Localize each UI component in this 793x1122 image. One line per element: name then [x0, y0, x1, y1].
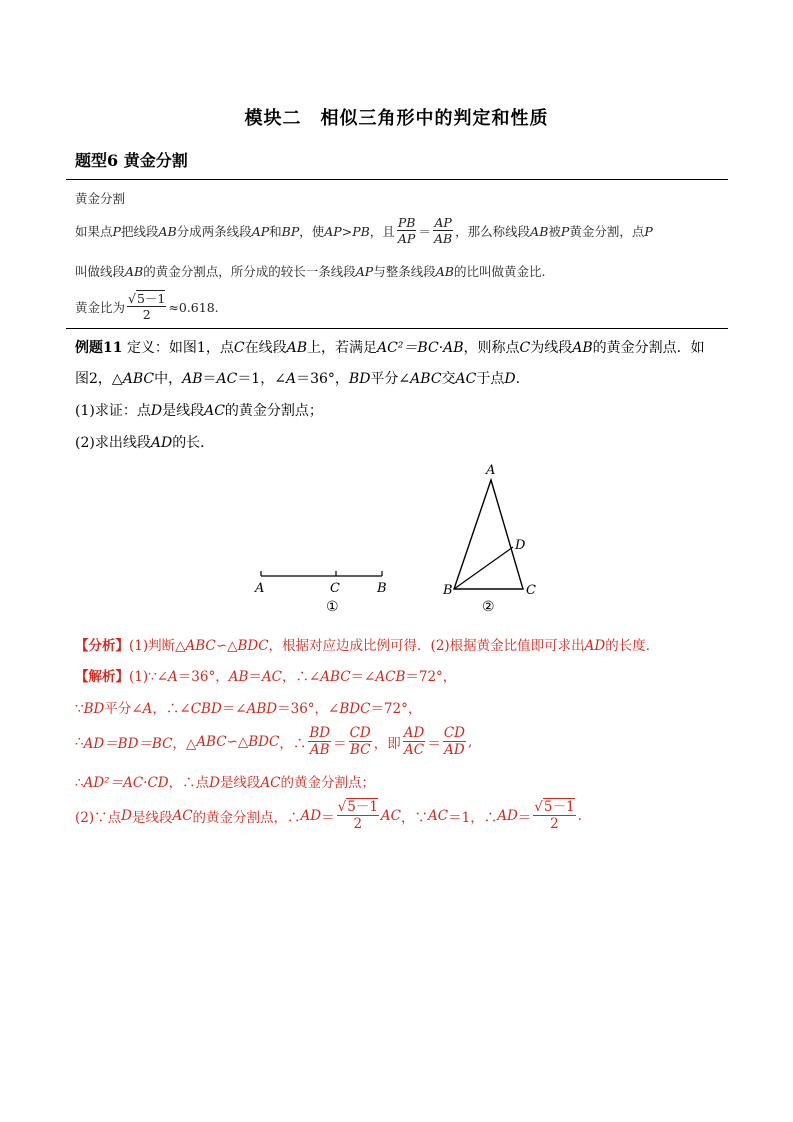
solution-line-5: (2)∵点 D 是线段 AC 的黄金分割点，∴ AD ＝ $\frac{√5-1}{2}$ AC ，∵ AC ＝1，∴ AD ＝ $\frac{√5-1}{2}$ . [75, 798, 582, 832]
example-line-2: 图2，△ABC中，AB＝AC＝1，∠A＝36°，BD平分∠ABC交AC于点D. [75, 371, 521, 387]
geometry-figures [240, 455, 560, 620]
fraction-ap-ab: $\frac{AP}{AB}$ [433, 214, 453, 246]
note-line-1: 如果点 P 把线段 AB 分成两条线段 AP 和 BP ，使 AP>PB ，且 $\frac{PB}{AP}$ ＝ $\frac{AP}{AB}$ ，那么称线段 AB 被 P 黄金分割，点 P [75, 214, 653, 246]
analysis-line: 【分析】(1)判断△ABC∽△BDC，根据对应边成比例可得．(2)根据黄金比值即可求出AD的长度． [75, 638, 660, 654]
note-divider [66, 328, 728, 329]
fraction-ad-value: $\frac{√5-1}{2}$ [337, 798, 378, 832]
fig1-label-c: C [330, 581, 340, 596]
question-1: (1)求证：点D是线段AC的黄金分割点； [75, 403, 323, 419]
fraction-cd-bc: $\frac{CD}{BC}$ [349, 724, 371, 758]
fraction-bd-ab: $\frac{BD}{AB}$ [309, 724, 331, 758]
note-heading: 黄金分割 [75, 191, 126, 206]
fraction-pb-ap: $\frac{PB}{AP}$ [397, 214, 416, 246]
question-2: (2)求出线段AD的长． [75, 435, 215, 451]
fig1-label-b: B [377, 581, 387, 596]
solution-label: 【解析】 [75, 669, 129, 685]
page-title: 模块二 相似三角形中的判定和性质 [244, 108, 549, 129]
solution-line-3: ∴ AD＝BD＝BC ，△ ABC ∽△ BDC ，∴ $\frac{BD}{AB}$ ＝ $\frac{CD}{BC}$ ，即 $\frac{AD}{AC}$ ＝ $\frac{CD}{AD}$ , [75, 724, 473, 758]
solution-line-4: ∴AD²＝AC·CD，∴点D是线段AC的黄金分割点； [75, 775, 376, 791]
figure-2-triangle [442, 463, 536, 615]
top-divider [66, 179, 728, 180]
fig2-label-b: B [443, 583, 453, 598]
note-line-3: 黄金比为 $\frac{√5-1}{2}$ ≈0.618. [75, 290, 219, 322]
figure-1-segment [254, 571, 387, 615]
example-line-1: 例题11 定义：如图1，点C在线段AB上，若满足AC²＝BC·AB，则称点C为线段AB的黄金分割点．如 [75, 340, 705, 356]
fig2-caption: ② [482, 599, 495, 615]
fig2-label-a: A [486, 463, 496, 478]
section-heading: 题型6 黄金分割 [75, 151, 188, 170]
note-line-2: 叫做线段AB的黄金分割点，所分成的较长一条线段AP与整条线段AB的比叫做黄金比. [75, 264, 546, 279]
solution-line-2: ∵BD平分∠A，∴∠CBD＝∠ABD＝36°，∠BDC＝72°， [75, 701, 422, 717]
fraction-golden-ratio: $\frac{√5-1}{2}$ [128, 290, 166, 322]
fraction-ad-ac: $\frac{AD}{AC}$ [403, 724, 425, 758]
fig2-label-d: D [515, 538, 526, 553]
fraction-cd-ad: $\frac{CD}{AD}$ [443, 724, 465, 758]
analysis-label: 【分析】 [75, 638, 129, 654]
solution-line-1: 【解析】(1)∵∠A＝36°，AB＝AC，∴∠ABC＝∠ACB＝72°， [75, 669, 457, 685]
fig1-label-a: A [255, 581, 265, 596]
fig1-caption: ① [326, 599, 339, 615]
example-label: 例题11 [75, 340, 123, 356]
fig2-label-c: C [526, 583, 536, 598]
fraction-ad-result: $\frac{√5-1}{2}$ [534, 798, 575, 832]
